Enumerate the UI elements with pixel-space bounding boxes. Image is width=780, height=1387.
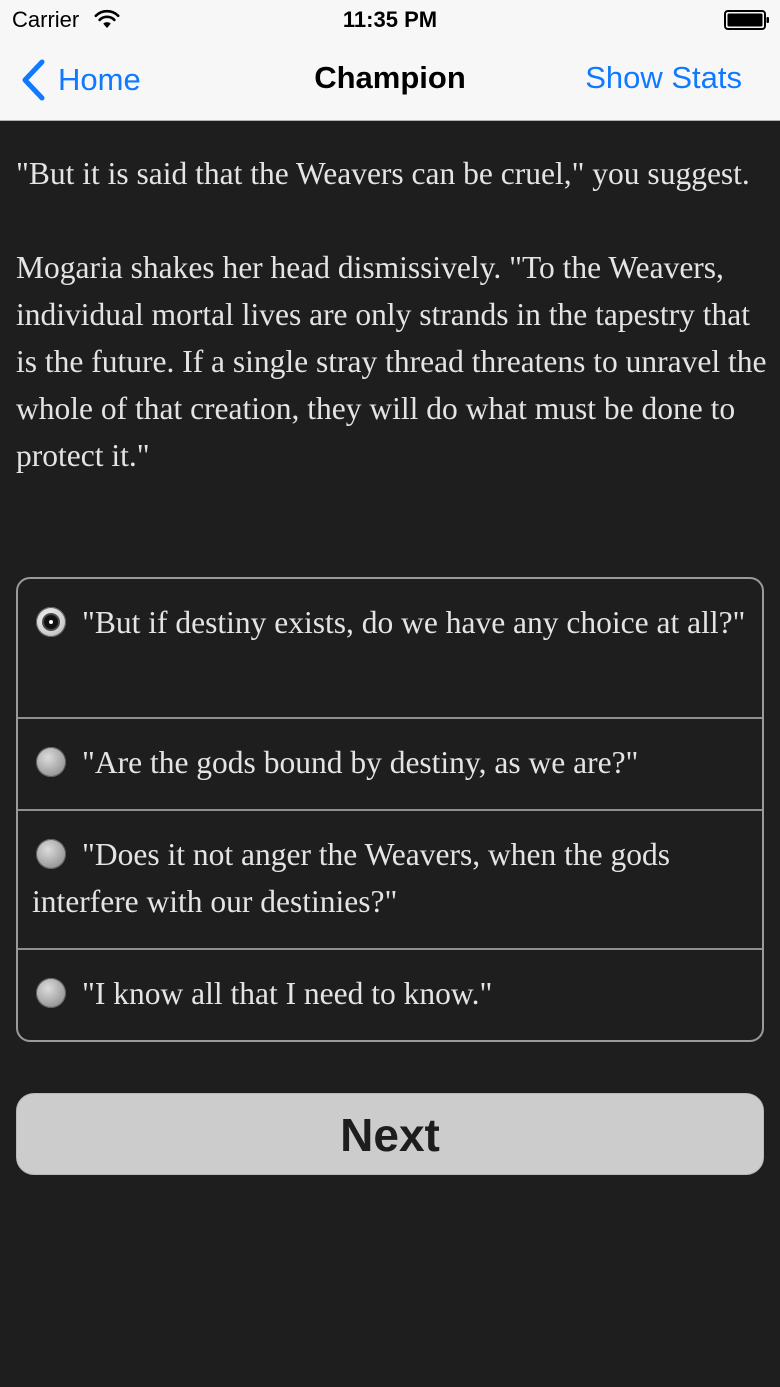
choice-option[interactable] (18, 719, 762, 811)
page-title: Champion (314, 60, 466, 95)
choice-option[interactable] (18, 811, 762, 950)
choice-label: "Does it not anger the Weavers, when the gods interfere with our destinies?" (32, 837, 670, 919)
choice-option[interactable] (18, 579, 762, 719)
status-bar (0, 0, 780, 40)
carrier-label: Carrier (12, 7, 80, 32)
chevron-left-icon (20, 59, 46, 101)
story-text (16, 150, 768, 526)
radio-selected-icon[interactable] (36, 607, 66, 637)
choice-label: "I know all that I need to know." (82, 976, 493, 1011)
show-stats-button[interactable]: Show Stats (585, 60, 742, 95)
story-paragraph: "But it is said that the Weavers can be cruel," you suggest. (16, 156, 750, 191)
navigation-bar (0, 40, 780, 121)
next-button[interactable]: Next (16, 1093, 764, 1175)
choice-label: "Are the gods bound by destiny, as we are?" (82, 745, 639, 780)
radio-icon[interactable] (36, 747, 66, 777)
choice-list (16, 577, 764, 1042)
back-button[interactable] (20, 58, 141, 102)
radio-icon[interactable] (36, 839, 66, 869)
clock: 11:35 PM (342, 7, 438, 32)
choice-option[interactable] (18, 950, 762, 1042)
story-paragraph: Mogaria shakes her head dismissively. "To the Weavers, individual mortal lives are only strands in the tapestry that is the future. If a single stray thread threatens to unravel the whole of that creation, they will do what must be done to protect it." (16, 250, 767, 473)
radio-icon[interactable] (36, 978, 66, 1008)
choice-label: "But if destiny exists, do we have any choice at all?" (82, 605, 746, 640)
back-label: Home (58, 62, 141, 97)
battery-icon (724, 10, 770, 30)
